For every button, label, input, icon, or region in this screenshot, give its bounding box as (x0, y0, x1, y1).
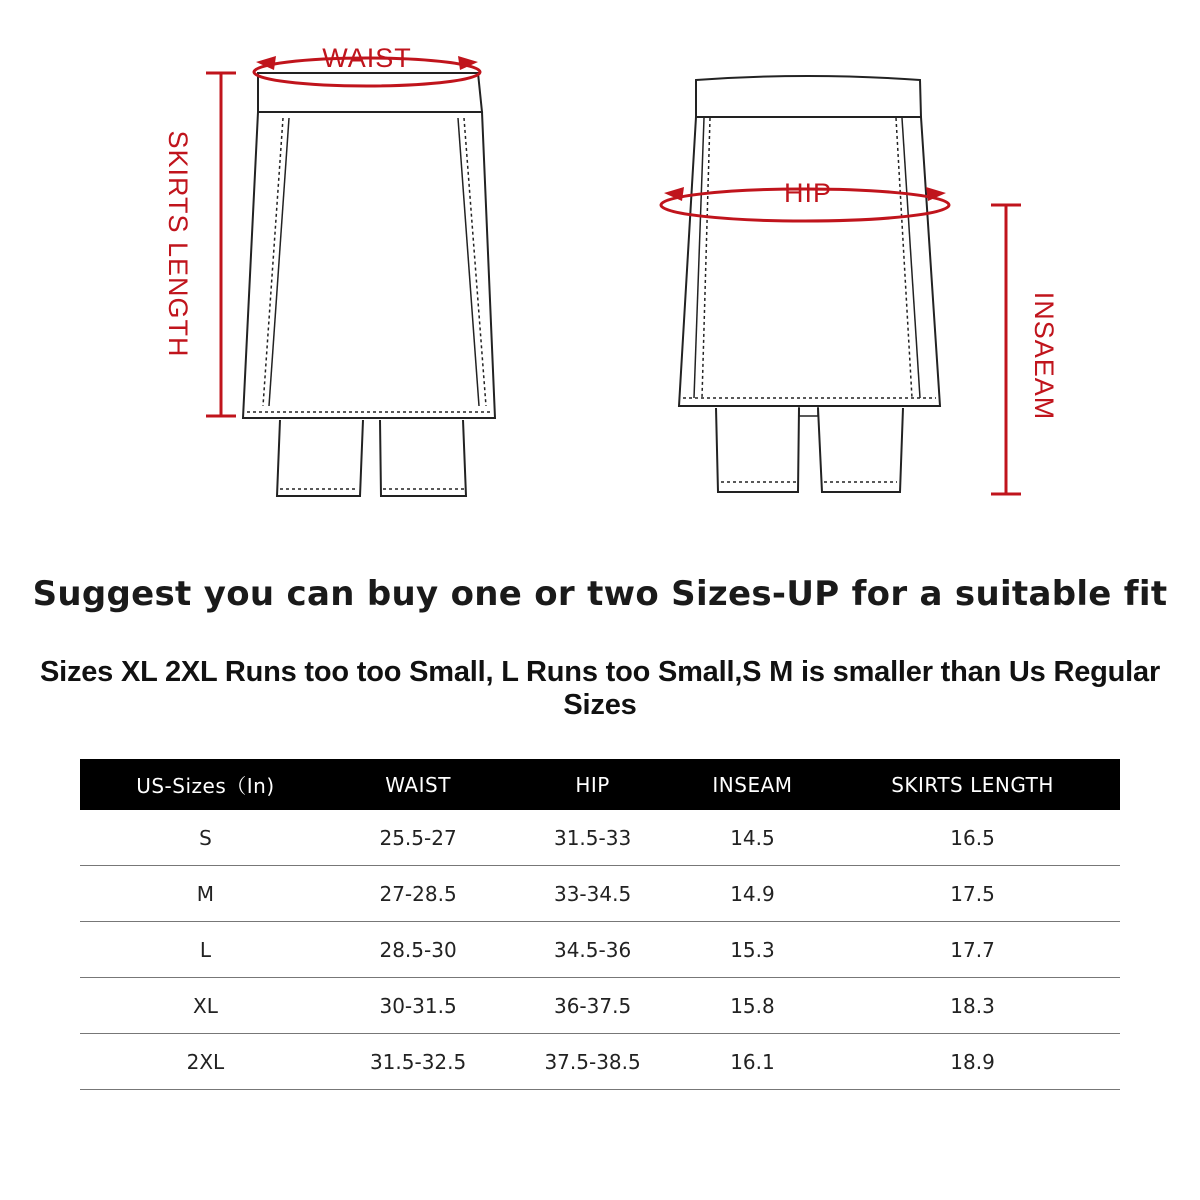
cell-waist: 31.5-32.5 (331, 1034, 506, 1090)
skirts-length-measure (206, 73, 236, 416)
cell-waist: 25.5-27 (331, 810, 506, 866)
cell-hip: 36-37.5 (505, 978, 680, 1034)
cell-size: L (80, 922, 331, 978)
inseam-label: INSAEAM (1028, 291, 1059, 421)
header-us-sizes: US-Sizes（In) (80, 759, 331, 810)
table-row (80, 1034, 1120, 1090)
cell-inseam: 14.5 (680, 810, 825, 866)
cell-inseam: 15.3 (680, 922, 825, 978)
hip-label: HIP (783, 178, 833, 208)
cell-skirts-length: 16.5 (825, 810, 1120, 866)
front-skirt-illustration (243, 73, 495, 496)
cell-hip: 34.5-36 (505, 922, 680, 978)
skirts-length-label: SKIRTS LENGTH (162, 130, 193, 358)
cell-hip: 37.5-38.5 (505, 1034, 680, 1090)
cell-skirts-length: 18.9 (825, 1034, 1120, 1090)
cell-size: XL (80, 978, 331, 1034)
size-chart-table (80, 759, 1120, 1090)
back-skirt-illustration (679, 76, 940, 492)
garment-diagram (0, 0, 1200, 540)
header-inseam: INSEAM (680, 759, 825, 810)
cell-inseam: 15.8 (680, 978, 825, 1034)
cell-inseam: 14.9 (680, 866, 825, 922)
header-waist: WAIST (331, 759, 506, 810)
cell-waist: 27-28.5 (331, 866, 506, 922)
cell-size: S (80, 810, 331, 866)
cell-waist: 30-31.5 (331, 978, 506, 1034)
table-header-row (80, 759, 1120, 810)
cell-size: M (80, 866, 331, 922)
table-row (80, 922, 1120, 978)
cell-size: 2XL (80, 1034, 331, 1090)
waist-label: WAIST (322, 43, 412, 73)
header-hip: HIP (505, 759, 680, 810)
cell-skirts-length: 18.3 (825, 978, 1120, 1034)
cell-skirts-length: 17.5 (825, 866, 1120, 922)
inseam-measure (991, 205, 1021, 494)
fit-suggestion-headline: Suggest you can buy one or two Sizes-UP for a suitable fit (32, 574, 1168, 614)
cell-inseam: 16.1 (680, 1034, 825, 1090)
table-row (80, 978, 1120, 1034)
cell-waist: 28.5-30 (331, 922, 506, 978)
sizing-note: Sizes XL 2XL Runs too too Small, L Runs too Small,S M is smaller than Us Regular Sizes (39, 656, 1161, 721)
header-skirts-length: SKIRTS LENGTH (825, 759, 1120, 810)
cell-hip: 33-34.5 (505, 866, 680, 922)
cell-hip: 31.5-33 (505, 810, 680, 866)
table-row (80, 810, 1120, 866)
cell-skirts-length: 17.7 (825, 922, 1120, 978)
table-row (80, 866, 1120, 922)
